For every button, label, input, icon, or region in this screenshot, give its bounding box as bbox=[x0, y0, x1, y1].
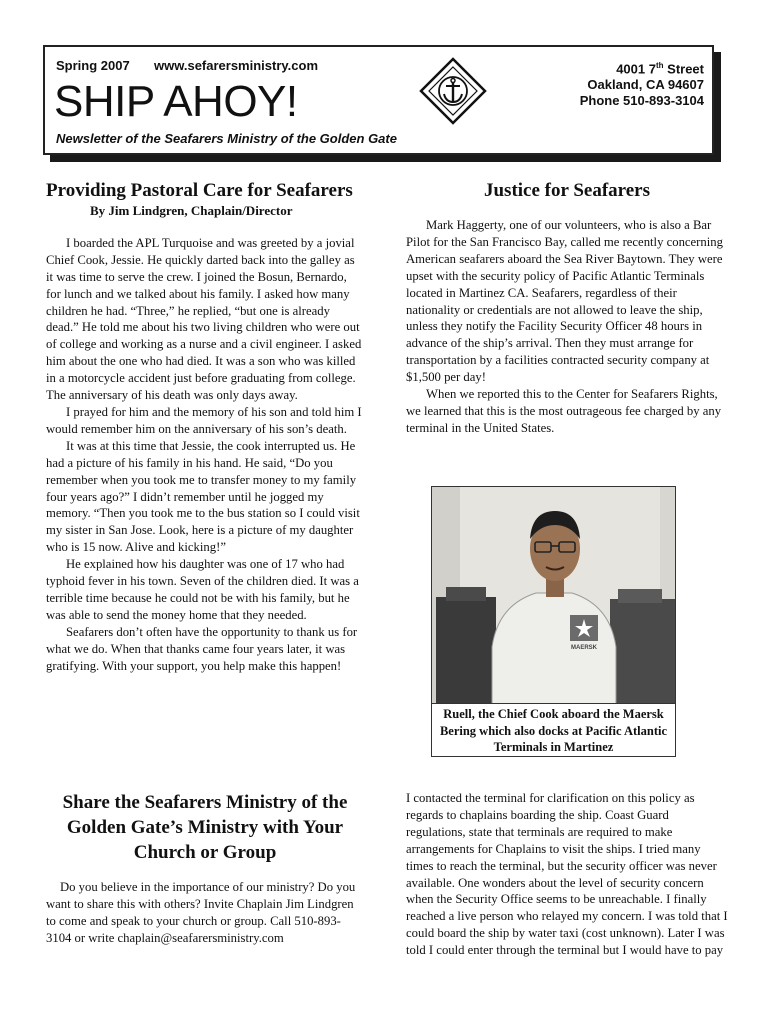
newsletter-title: SHIP AHOY! bbox=[54, 77, 298, 126]
article-title: Providing Pastoral Care for Seafarers bbox=[46, 180, 353, 201]
masthead bbox=[43, 45, 714, 155]
article-paragraph: Do you believe in the importance of our ministry? Do you want to share this with others? Invite Chaplain Jim Lindgren to come and speak to your church or group. Call 510-893-3104 or write chaplain@seafarersministry.com bbox=[46, 880, 356, 945]
article-paragraph: He explained how his daughter was one of 17 who had typhoid fever in his town. Seven of the children died. It was a terrible time because he could not be with his family, but he was able to send the money home that they needed. bbox=[46, 557, 359, 622]
shirt-logo-text: MAERSK bbox=[570, 645, 598, 651]
article-paragraph: I prayed for him and the memory of his son and told him I would remember him on the anniversary of his son’s death. bbox=[46, 404, 362, 436]
article-justice-continued bbox=[406, 790, 728, 959]
article-pastoral-care bbox=[46, 180, 364, 674]
article-paragraph: Mark Haggerty, one of our volunteers, who is also a Bar Pilot for the San Francisco Bay, called me recently concerning American seafarers aboard the Sea River Baytown. They were upset with the security policy of Pacific Atlantic Terminals located in Martinez CA. Seafarers, regardless of their nationality or credentials are not allowed to leave the ship, unless they notify the Facility Security Officer 48 hours in advance of the ship’s arrival. Then they must arrange for transportation by a facilities contracted security company at $1,500 per day! bbox=[406, 218, 723, 385]
anchor-logo-icon bbox=[419, 57, 487, 125]
photo-caption: Ruell, the Chief Cook aboard the Maersk Bering which also docks at Pacific Atlantic Terminals in Martinez bbox=[431, 704, 676, 757]
chief-cook-illustration bbox=[432, 487, 676, 704]
article-paragraph: Seafarers don’t often have the opportunity to thank us for what we do. When that thanks came four years later, it was gratifying. With your support, you help make this happen! bbox=[46, 624, 358, 673]
article-justice bbox=[406, 180, 728, 437]
article-title: Share the Seafarers Ministry of the Golden Gate’s Ministry with Your Church or Group bbox=[62, 792, 348, 863]
article-paragraph: When we reported this to the Center for Seafarers Rights, we learned that this is the most outrageous fee charged by any terminal in the United States. bbox=[406, 387, 722, 435]
newsletter-subtitle: Newsletter of the Seafarers Ministry of the Golden Gate bbox=[56, 131, 397, 146]
article-paragraph: I contacted the terminal for clarification on this policy as regards to chaplains boarding the ship. Coast Guard regulations, state that terminals are required to make arrangements for Chaplains to visit the ships. I tried many times to reach the terminal, but the security officer was never available. One wonders about the level of security concern when the Security Office seems to be unreachable. I finally reached a live person who relayed my concern. I was told that I could board the ship by water taxi (cost unknown). Later I was told I could enter through the terminal but I would have to pay bbox=[406, 791, 728, 958]
article-paragraph: I boarded the APL Turquoise and was greeted by a jovial Chief Cook, Jessie. He quickly darted back into the galley as it was time to serve the crew. I joined the Bosun, Bernardo, for lunch and we talked about his family. I asked how many children he had. “Three,” he replied, “but one is already dead.” He told me about his two living children who were out of college and working as a nurse and a civil engineer. I asked him about the one who had died. It was a son who was killed in a motorcycle accident just before graduating from college. The anniversary of his death was only days away. bbox=[46, 235, 362, 403]
website-label: www.sefarersministry.com bbox=[154, 58, 319, 73]
address-phone: Phone 510-893-3104 bbox=[579, 93, 704, 109]
chief-cook-photo bbox=[431, 486, 676, 704]
address-block bbox=[580, 58, 704, 109]
address-city: Oakland, CA 94607 bbox=[587, 77, 704, 93]
address-street: 4001 7th Street bbox=[616, 61, 704, 77]
article-paragraph: It was at this time that Jessie, the cook interrupted us. He had a picture of his family in his hand. He said, “Do you remember when you took me to transfer money to my family four years ago?” I didn’t remember until he jogged my memory. “Then you took me to the bus station so I could visit my sister in San Jose. Look, here is a picture of my daughter who is 15 now. Alive and kicking!” bbox=[46, 438, 360, 555]
article-title: Justice for Seafarers bbox=[483, 180, 651, 201]
article-byline: By Jim Lindgren, Chaplain/Director bbox=[90, 203, 293, 218]
article-share-ministry bbox=[46, 790, 364, 947]
edition-label: Spring 2007 bbox=[56, 58, 130, 73]
